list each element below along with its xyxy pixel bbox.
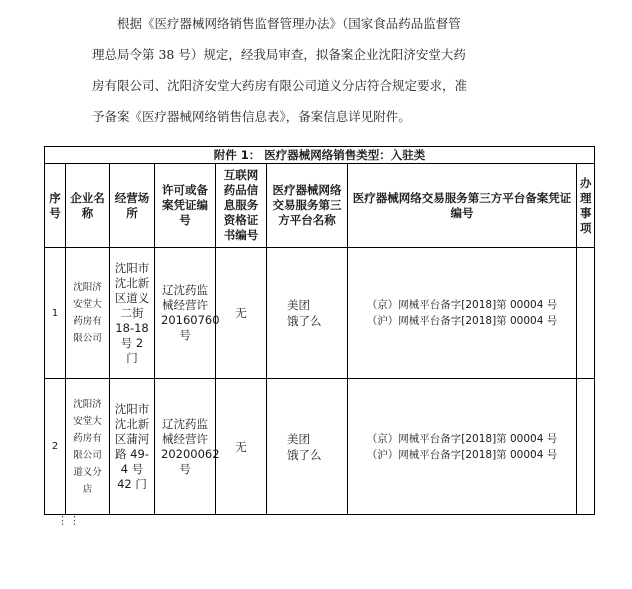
header-internet-cert: 互联网药品信息服务资格证书编号 bbox=[216, 164, 267, 248]
header-status: 办理事项 bbox=[577, 164, 595, 248]
platform-line: 饿了么 bbox=[287, 314, 322, 328]
notice-text bbox=[92, 8, 612, 132]
platform-line: 美团 bbox=[287, 431, 310, 446]
cell-platform-name bbox=[267, 248, 348, 379]
sales-info-table bbox=[44, 146, 595, 515]
cell-address: 沈阳市沈北新区道义二街 18-18 号 2 门 bbox=[110, 248, 155, 379]
cell-address: 沈阳市沈北新区蒲河路 49-4 号 42 门 bbox=[110, 379, 155, 515]
table-title: 附件 1： 医疗器械网络销售类型：入驻类 bbox=[45, 147, 595, 164]
cell-platform-cert bbox=[348, 248, 577, 379]
cell-internet-cert: 无 bbox=[216, 379, 267, 515]
cell-company: 沈阳济安堂大药房有限公司 bbox=[66, 248, 110, 379]
cell-platform-cert bbox=[348, 379, 577, 515]
table-row bbox=[45, 248, 595, 379]
cell-index: 1 bbox=[45, 248, 66, 379]
header-index: 序号 bbox=[45, 164, 66, 248]
notice-line-2: 理总局令第 38 号）规定，经我局审查，拟备案企业沈阳济安堂大药 bbox=[92, 47, 466, 62]
cell-platform-name bbox=[267, 379, 348, 515]
cert-line: （京）网械平台备字[2018]第 00004 号 bbox=[366, 299, 558, 311]
notice-line-3: 房有限公司、沈阳济安堂大药房有限公司道义分店符合规定要求，准 bbox=[92, 78, 468, 93]
table-header-row bbox=[45, 164, 595, 248]
drag-handle-icon[interactable]: ⋮⋮ bbox=[57, 514, 81, 527]
cell-status bbox=[577, 379, 595, 515]
cert-line: （沪）网械平台备字[2018]第 00004 号 bbox=[366, 315, 558, 327]
table-row bbox=[45, 379, 595, 515]
cell-index: 2 bbox=[45, 379, 66, 515]
cell-company: 沈阳济安堂大药房有限公司道义分店 bbox=[66, 379, 110, 515]
cert-line: （沪）网械平台备字[2018]第 00004 号 bbox=[366, 448, 558, 461]
notice-line-4: 予备案《医疗器械网络销售信息表》，备案信息详见附件。 bbox=[92, 109, 411, 124]
header-address: 经营场所 bbox=[110, 164, 155, 248]
platform-line: 美团 bbox=[287, 298, 310, 312]
cell-status bbox=[577, 248, 595, 379]
header-platform-cert: 医疗器械网络交易服务第三方平台备案凭证编号 bbox=[348, 164, 577, 248]
notice-paragraph bbox=[92, 8, 612, 132]
cell-license: 辽沈药监械经营许 20200062 号 bbox=[155, 379, 216, 515]
cert-line: （京）网械平台备字[2018]第 00004 号 bbox=[366, 432, 558, 445]
platform-line: 饿了么 bbox=[287, 447, 322, 462]
header-license: 许可或备案凭证编号 bbox=[155, 164, 216, 248]
cell-license: 辽沈药监械经营许 20160760 号 bbox=[155, 248, 216, 379]
notice-line-1: 根据《医疗器械网络销售监督管理办法》（国家食品药品监督管 bbox=[117, 16, 461, 31]
cell-internet-cert: 无 bbox=[216, 248, 267, 379]
header-company: 企业名称 bbox=[66, 164, 110, 248]
header-platform-name: 医疗器械网络交易服务第三方平台名称 bbox=[267, 164, 348, 248]
